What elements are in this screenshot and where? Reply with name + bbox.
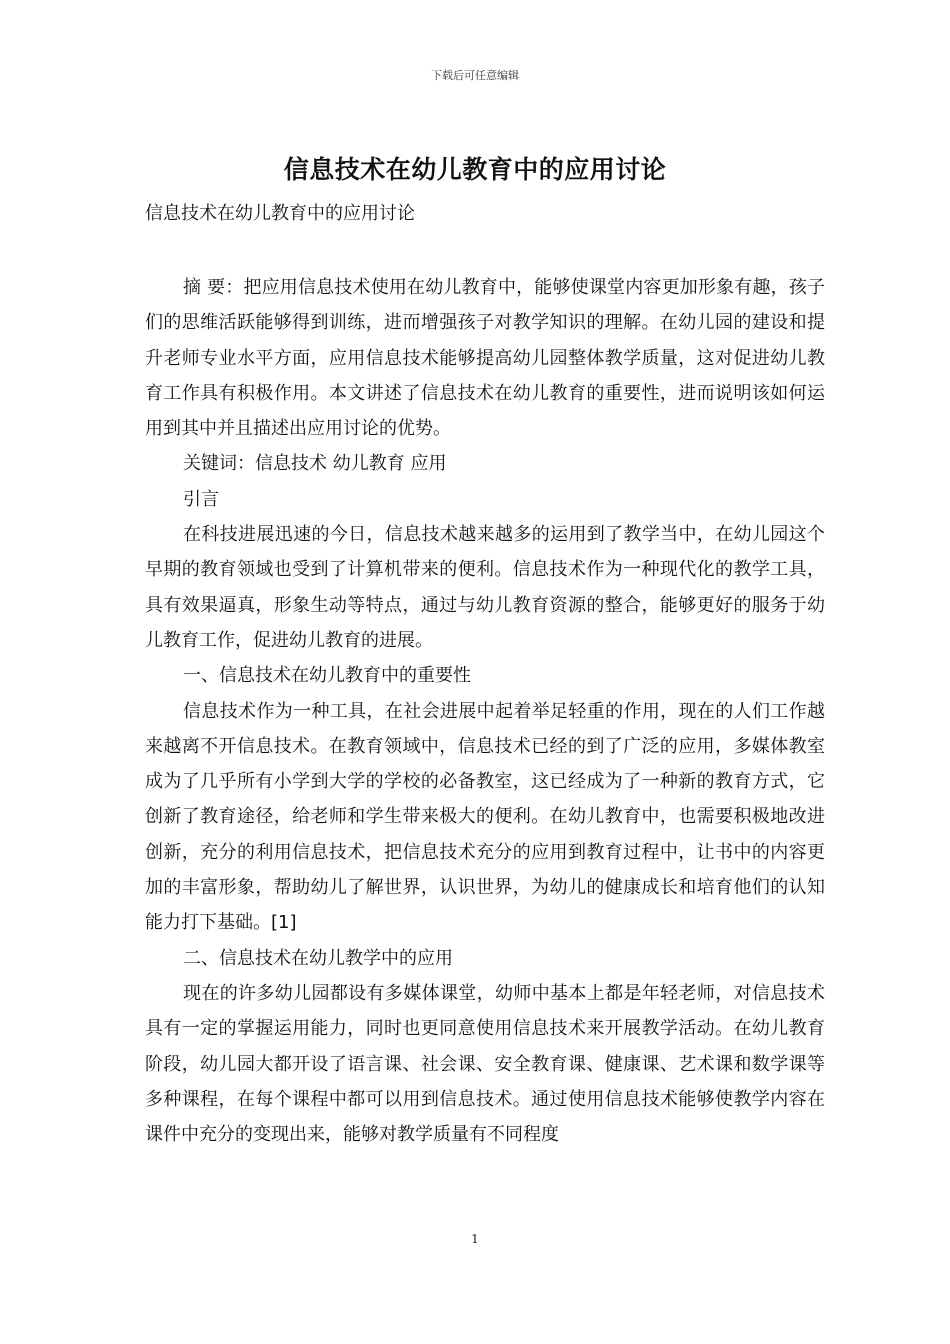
keywords-line: 关键词：信息技术 幼儿教育 应用 <box>183 453 447 475</box>
page-number: 1 <box>471 1232 479 1246</box>
section-1-paragraph: 信息技术作为一种工具，在社会进展中起着举足轻重的作用，现在的人们工作越来越离不开信息技术。在教育领域中，信息技术已经的到了广泛的应用，多媒体教室成为了几乎所有小学到大学的学校的必备教室，这已经成为了一种新的教育方式，它创新了教育途径，给老师和学生带来极大的便利。在幼儿教育中，也需要积极地改进创新，充分的利用信息技术，把信息技术充分的应用到教育过程中，让书中的内容更加的丰富形象，帮助幼儿了解世界，认识世界，为幼儿的健康成长和培育他们的认知能力打下基础。[1] <box>145 700 825 934</box>
document-subtitle: 信息技术在幼儿教育中的应用讨论 <box>145 203 415 224</box>
document-title: 信息技术在幼儿教育中的应用讨论 <box>283 155 667 184</box>
document-body <box>145 270 825 1152</box>
section-2-paragraph: 现在的许多幼儿园都设有多媒体课堂，幼师中基本上都是年轻老师，对信息技术具有一定的掌握运用能力，同时也更同意使用信息技术来开展教学活动。在幼儿教育阶段，幼儿园大都开设了语言课、社会课、安全教育课、健康课、艺术课和数学课等多种课程，在每个课程中都可以用到信息技术。通过使用信息技术能够使教学内容在课件中充分的变现出来，能够对教学质量有不同程度 <box>145 982 825 1146</box>
abstract-paragraph: 摘 要：把应用信息技术使用在幼儿教育中，能够使课堂内容更加形象有趣，孩子们的思维活跃能够得到训练，进而增强孩子对教学知识的理解。在幼儿园的建设和提升老师专业水平方面，应用信息技术能够提高幼儿园整体教学质量，这对促进幼儿教育工作具有积极作用。本文讲述了信息技术在幼儿教育的重要性，进而说明该如何运用到其中并且描述出应用讨论的优势。 <box>145 277 825 440</box>
section-heading-intro: 引言 <box>183 488 219 510</box>
page-header: 下载后可任意编辑 <box>431 69 519 82</box>
intro-paragraph: 在科技进展迅速的今日，信息技术越来越多的运用到了教学当中，在幼儿园这个早期的教育领域也受到了计算机带来的便利。信息技术作为一种现代化的教学工具，具有效果逼真，形象生动等特点，通过与幼儿教育资源的整合，能够更好的服务于幼儿教育工作，促进幼儿教育的进展。 <box>145 524 825 651</box>
section-heading-1: 一、信息技术在幼儿教育中的重要性 <box>183 665 471 687</box>
section-heading-2: 二、信息技术在幼儿教学中的应用 <box>183 947 453 969</box>
